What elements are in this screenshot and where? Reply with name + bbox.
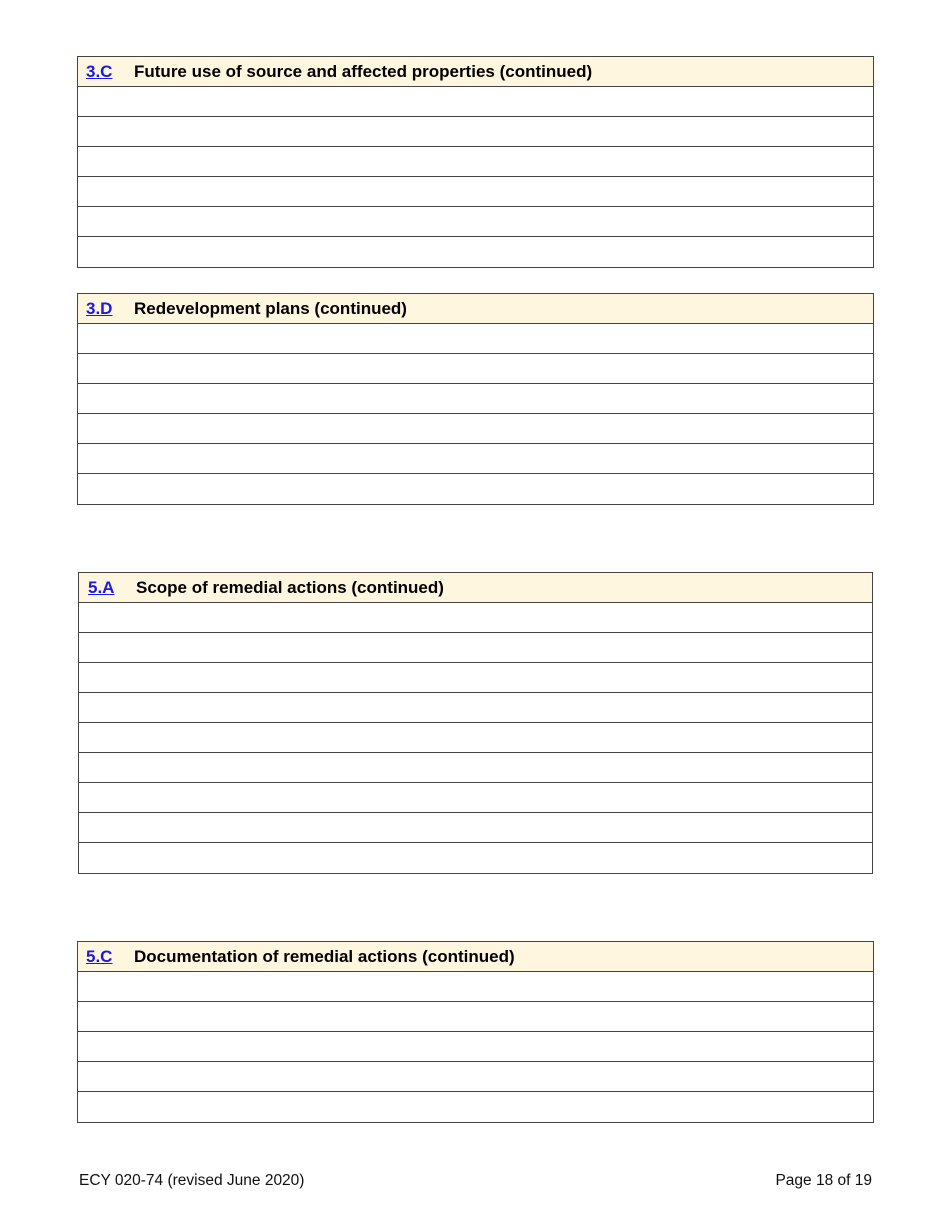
form-row: [79, 753, 872, 783]
section-header: [79, 573, 872, 603]
form-row: [78, 354, 873, 384]
form-row: [79, 783, 872, 813]
section-header: [78, 57, 873, 87]
text-entry-field[interactable]: [78, 1062, 873, 1091]
form-row: [78, 444, 873, 474]
text-entry-field[interactable]: [79, 663, 872, 692]
text-entry-field[interactable]: [78, 177, 873, 206]
form-row: [78, 87, 873, 117]
form-row: [78, 474, 873, 504]
form-row: [78, 1062, 873, 1092]
form-id-footer: ECY 020-74 (revised June 2020): [79, 1172, 305, 1189]
row-container: [78, 87, 873, 267]
text-entry-field[interactable]: [79, 693, 872, 722]
form-row: [78, 384, 873, 414]
text-entry-field[interactable]: [78, 237, 873, 267]
section-5c-table: [77, 941, 874, 1123]
section-link-5c[interactable]: 5.C: [86, 946, 113, 966]
form-row: [78, 1002, 873, 1032]
section-3d-table: [77, 293, 874, 505]
text-entry-field[interactable]: [79, 813, 872, 842]
text-entry-field[interactable]: [78, 324, 873, 353]
text-entry-field[interactable]: [78, 1032, 873, 1061]
row-container: [79, 603, 872, 873]
text-entry-field[interactable]: [78, 147, 873, 176]
form-row: [79, 633, 872, 663]
form-row: [78, 177, 873, 207]
text-entry-field[interactable]: [78, 444, 873, 473]
section-title: Redevelopment plans (continued): [134, 298, 407, 318]
section-title: Scope of remedial actions (continued): [136, 577, 444, 597]
text-entry-field[interactable]: [78, 117, 873, 146]
form-row: [79, 663, 872, 693]
form-row: [79, 843, 872, 873]
form-row: [78, 1092, 873, 1122]
text-entry-field[interactable]: [78, 87, 873, 116]
form-row: [78, 1032, 873, 1062]
section-header: [78, 294, 873, 324]
text-entry-field[interactable]: [79, 633, 872, 662]
text-entry-field[interactable]: [78, 384, 873, 413]
text-entry-field[interactable]: [78, 1092, 873, 1122]
form-row: [79, 693, 872, 723]
section-link-5a[interactable]: 5.A: [88, 577, 115, 597]
form-row: [78, 147, 873, 177]
form-row: [78, 207, 873, 237]
form-row: [79, 813, 872, 843]
form-row: [78, 972, 873, 1002]
form-row: [78, 414, 873, 444]
form-row: [78, 237, 873, 267]
section-title: Future use of source and affected properties (continued): [134, 61, 593, 81]
form-row: [78, 324, 873, 354]
section-header: [78, 942, 873, 972]
form-row: [79, 603, 872, 633]
section-5a-table: [78, 572, 873, 874]
page-number-footer: Page 18 of 19: [775, 1172, 872, 1189]
text-entry-field[interactable]: [78, 1002, 873, 1031]
text-entry-field[interactable]: [79, 843, 872, 873]
text-entry-field[interactable]: [78, 414, 873, 443]
text-entry-field[interactable]: [79, 783, 872, 812]
section-link-3d[interactable]: 3.D: [86, 298, 113, 318]
form-row: [78, 117, 873, 147]
text-entry-field[interactable]: [78, 207, 873, 236]
text-entry-field[interactable]: [79, 723, 872, 752]
section-3c-table: [77, 56, 874, 268]
text-entry-field[interactable]: [78, 354, 873, 383]
text-entry-field[interactable]: [79, 603, 872, 632]
text-entry-field[interactable]: [79, 753, 872, 782]
form-row: [79, 723, 872, 753]
row-container: [78, 972, 873, 1122]
text-entry-field[interactable]: [78, 972, 873, 1001]
section-title: Documentation of remedial actions (continued): [134, 946, 515, 966]
section-link-3c[interactable]: 3.C: [86, 61, 113, 81]
row-container: [78, 324, 873, 504]
text-entry-field[interactable]: [78, 474, 873, 504]
